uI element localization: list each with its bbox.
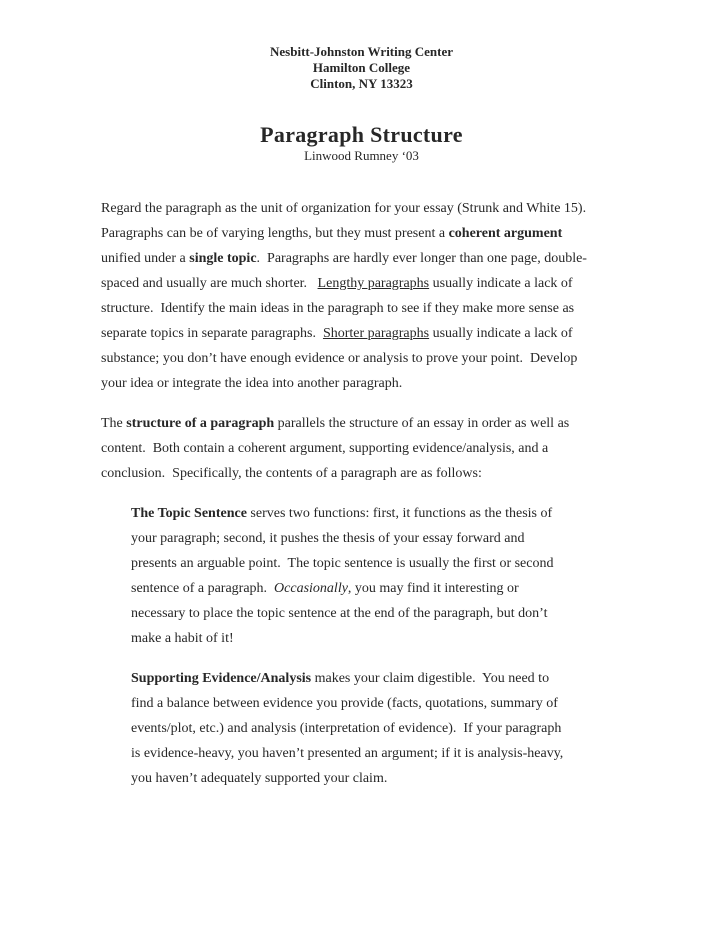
text-line: [101, 271, 622, 296]
document-byline: Linwood Rumney ‘03: [304, 148, 419, 163]
text-run: presents an arguable point. The topic sentence is usually the first or second: [131, 556, 554, 571]
emphasized-text-run: Shorter paragraphs: [322, 326, 430, 341]
text-line: [131, 501, 622, 526]
text-line: [131, 526, 622, 551]
text-line: [131, 766, 622, 791]
document-title: Paragraph Structure: [260, 122, 463, 147]
text-run: The: [101, 416, 127, 431]
emphasized-text-run: Lengthy paragraphs: [317, 276, 430, 291]
text-line: [131, 551, 622, 576]
emphasized-text-run: The Topic Sentence: [131, 506, 247, 521]
text-line: [101, 221, 622, 246]
text-line: [101, 411, 622, 436]
text-line: [101, 321, 622, 346]
text-line: [131, 666, 622, 691]
letterhead-line-1: Nesbitt-Johnston Writing Center: [270, 44, 453, 59]
text-run: is evidence-heavy, you haven’t presented an argument; if it is analysis-heavy,: [131, 746, 564, 761]
text-run: spaced and usually are much shorter.: [101, 276, 318, 291]
text-line: [131, 691, 622, 716]
text-run: Paragraphs can be of varying lengths, but they must present a: [101, 226, 449, 241]
emphasized-text-run: coherent argument: [448, 226, 563, 241]
text-run: Regard the paragraph as the unit of organization for your essay (Strunk and White 15).: [101, 201, 587, 216]
text-run: parallels the structure of an essay in order as well as: [274, 416, 570, 431]
document-body: [101, 196, 622, 791]
text-run: separate topics in separate paragraphs.: [101, 326, 323, 341]
text-line: [131, 601, 622, 626]
text-line: [101, 346, 622, 371]
text-run: make a habit of it!: [131, 631, 234, 646]
title-block: [101, 122, 622, 164]
text-run: makes your claim digestible. You need to: [311, 671, 550, 686]
paragraph-3: [131, 501, 622, 651]
text-line: [131, 741, 622, 766]
text-line: [101, 371, 622, 396]
text-run: events/plot, etc.) and analysis (interpretation of evidence). If your paragraph: [131, 721, 562, 736]
text-run: structure. Identify the main ideas in the paragraph to see if they make more sense as: [101, 301, 575, 316]
text-run: your idea or integrate the idea into another paragraph.: [101, 376, 403, 391]
text-run: your paragraph; second, it pushes the thesis of your essay forward and: [131, 531, 525, 546]
emphasized-text-run: Supporting Evidence/Analysis: [131, 671, 312, 686]
letterhead-line-2: Hamilton College: [312, 60, 411, 75]
text-run: conclusion. Specifically, the contents of a paragraph are as follows:: [101, 466, 482, 481]
text-run: usually indicate a lack of: [429, 276, 573, 291]
text-run: sentence of a paragraph.: [131, 581, 275, 596]
paragraph-1: [101, 196, 622, 396]
text-line: [131, 576, 622, 601]
text-line: [101, 436, 622, 461]
emphasized-text-run: Occasionally: [274, 581, 348, 596]
text-run: content. Both contain a coherent argument, supporting evidence/analysis, and a: [101, 441, 549, 456]
text-run: serves two functions: first, it functions as the thesis of: [246, 506, 553, 521]
paragraph-2: [101, 411, 622, 486]
text-run: . Paragraphs are hardly ever longer than one page, double-: [256, 251, 587, 266]
letterhead: [101, 44, 622, 92]
text-line: [131, 626, 622, 651]
emphasized-text-run: single topic: [189, 251, 257, 266]
paragraph-4: [131, 666, 622, 791]
letterhead-line-3: Clinton, NY 13323: [310, 76, 413, 91]
text-run: usually indicate a lack of: [429, 326, 573, 341]
text-line: [101, 196, 622, 221]
text-run: necessary to place the topic sentence at the end of the paragraph, but don’t: [131, 606, 548, 621]
text-line: [131, 716, 622, 741]
text-run: unified under a: [101, 251, 190, 266]
text-line: [101, 461, 622, 486]
text-run: you haven’t adequately supported your claim.: [131, 771, 388, 786]
text-run: find a balance between evidence you provide (facts, quotations, summary of: [131, 696, 558, 711]
text-run: , you may find it interesting or: [347, 581, 519, 596]
emphasized-text-run: structure of a paragraph: [126, 416, 275, 431]
text-run: substance; you don’t have enough evidence or analysis to prove your point. Develop: [101, 351, 578, 366]
text-line: [101, 296, 622, 321]
text-line: [101, 246, 622, 271]
